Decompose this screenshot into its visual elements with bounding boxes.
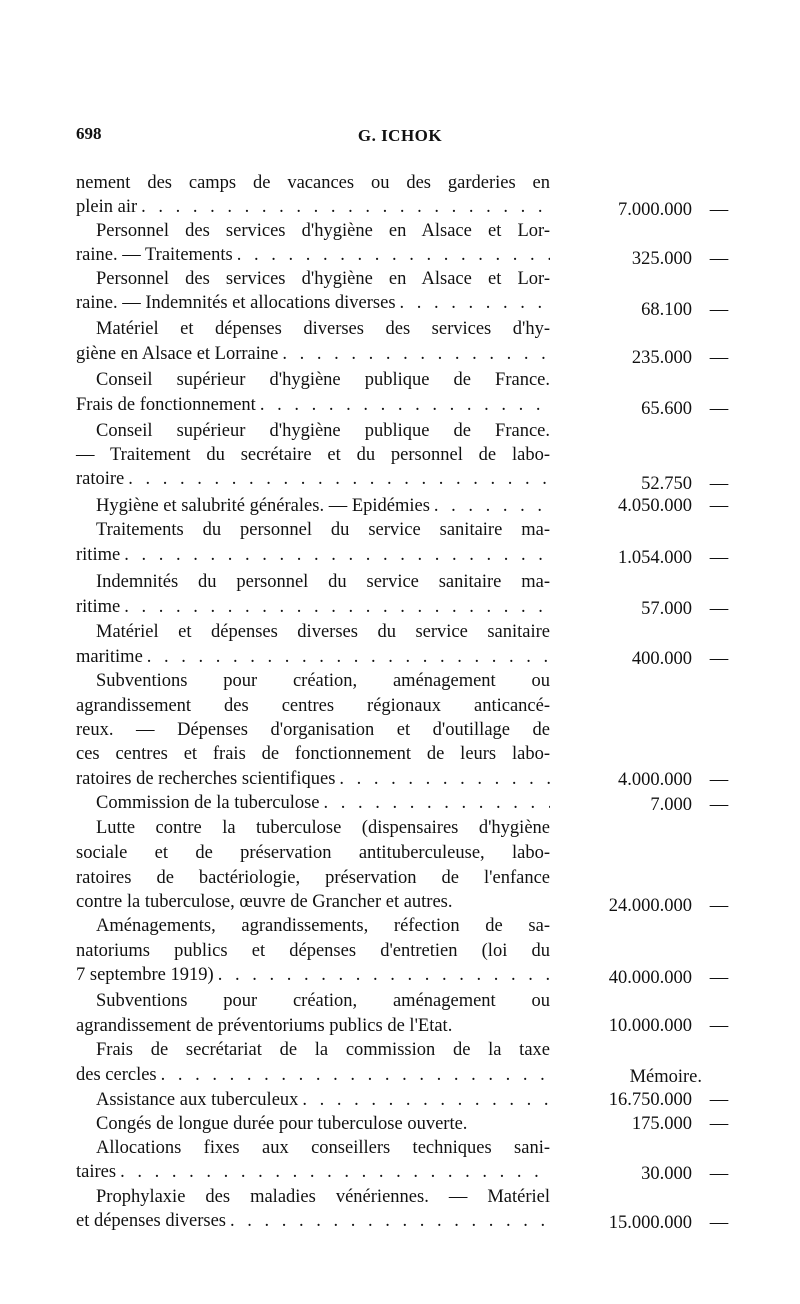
entry-dash: — [709, 968, 729, 988]
entry-line: ratoires de recherches scientifiques . . . [76, 767, 550, 791]
entry-line: Traitements du personnel du service sanitaire ma- [96, 520, 550, 540]
entry-amount: 65.600 [641, 399, 692, 419]
entry-line: Congés de longue durée pour tuberculose ouverte. [96, 1114, 468, 1134]
page-number: 698 [76, 124, 102, 143]
entry-amount: 30.000 [641, 1164, 692, 1184]
entry-line: ritime . . . [76, 543, 550, 567]
entry-amount: Mémoire. [629, 1067, 702, 1087]
entry-amount: 10.000.000 [608, 1016, 692, 1036]
entry-line: reux. — Dépenses d'organisation et d'outillage de [76, 720, 550, 740]
entry-amount: 175.000 [631, 1114, 692, 1134]
entry-line: ratoire . . . [76, 467, 550, 491]
entry-dash: — [709, 200, 729, 220]
entry-line: Lutte contre la tuberculose (dispensaires d'hygiène [96, 818, 550, 838]
entry-line: agrandissement de préventoriums publics de l'Etat. [76, 1016, 453, 1036]
entry-line: plein air . . . [76, 195, 550, 219]
entry-line: Subventions pour création, aménagement ou [96, 991, 550, 1011]
entry-line: agrandissement des centres régionaux anticancé- [76, 696, 550, 716]
entry-dash: — [709, 770, 729, 790]
entry-dash: — [709, 249, 729, 269]
entry-line: 7 septembre 1919) . . . [76, 963, 550, 987]
entry-dash: — [709, 649, 729, 669]
entry-line: Hygiène et salubrité générales. — Epidémies . . . [96, 494, 550, 518]
entry-amount: 52.750 [641, 474, 692, 494]
entry-dash: — [709, 474, 729, 494]
entry-line: et dépenses diverses . . . [76, 1209, 550, 1233]
entry-line: Personnel des services d'hygiène en Alsace et Lor- [96, 269, 550, 289]
entry-dash: — [709, 496, 729, 516]
entry-line: raine. — Traitements . . . [76, 243, 550, 267]
entry-line: Matériel et dépenses diverses du service sanitaire [96, 622, 550, 642]
entry-line: Indemnités du personnel du service sanitaire ma- [96, 572, 550, 592]
entry-line: contre la tuberculose, œuvre de Grancher et autres. [76, 892, 453, 912]
entry-line: ritime . . . [76, 595, 550, 619]
entry-amount: 4.050.000 [618, 496, 692, 516]
entry-line: Conseil supérieur d'hygiène publique de France. [96, 370, 550, 390]
entry-amount: 24.000.000 [608, 896, 692, 916]
entry-amount: 4.000.000 [618, 770, 692, 790]
entry-line: Allocations fixes aux conseillers techniques sani- [96, 1138, 550, 1158]
entry-amount: 40.000.000 [608, 968, 692, 988]
entry-line: Frais de secrétariat de la commission de la taxe [96, 1040, 550, 1060]
entry-line: sociale et de préservation antituberculeuse, labo- [76, 843, 550, 863]
entry-dash: — [709, 896, 729, 916]
entry-line: Commission de la tuberculose . . . [96, 791, 550, 815]
entry-dash: — [709, 599, 729, 619]
entry-line: taires . . . [76, 1160, 550, 1184]
entry-dash: — [709, 1213, 729, 1233]
entry-amount: 57.000 [641, 599, 692, 619]
entry-amount: 235.000 [631, 348, 692, 368]
entry-line: des cercles . . . [76, 1063, 550, 1087]
entry-line: Conseil supérieur d'hygiène publique de France. [96, 421, 550, 441]
entry-line: raine. — Indemnités et allocations diverses . . . [76, 291, 550, 315]
entry-dash: — [709, 399, 729, 419]
entry-line: ratoires de bactériologie, préservation de l'enfance [76, 868, 550, 888]
entry-line: Prophylaxie des maladies vénériennes. — Matériel [96, 1187, 550, 1207]
entry-dash: — [709, 348, 729, 368]
entry-line: — Traitement du secrétaire et du personnel de labo- [76, 445, 550, 465]
entry-amount: 68.100 [641, 300, 692, 320]
entry-line: ces centres et frais de fonctionnement de leurs labo- [76, 744, 550, 764]
entry-dash: — [709, 300, 729, 320]
entry-amount: 1.054.000 [618, 548, 692, 568]
entry-dash: — [709, 1090, 729, 1110]
entry-amount: 7.000.000 [618, 200, 692, 220]
entry-amount: 16.750.000 [608, 1090, 692, 1110]
entry-line: nement des camps de vacances ou des garderies en [76, 173, 550, 193]
entry-dash: — [709, 1016, 729, 1036]
entry-amount: 325.000 [631, 249, 692, 269]
entry-line: natoriums publics et dépenses d'entretien (loi du [76, 941, 550, 961]
entry-line: giène en Alsace et Lorraine . . . [76, 342, 550, 366]
running-head: G. ICHOK [357, 126, 443, 145]
entry-dash: — [709, 548, 729, 568]
entry-dash: — [709, 795, 729, 815]
entry-dash: — [709, 1164, 729, 1184]
entry-line: Matériel et dépenses diverses des services d'hy- [96, 319, 550, 339]
entry-amount: 7.000 [650, 795, 692, 815]
entry-dash: — [709, 1114, 729, 1134]
entry-line: Subventions pour création, aménagement ou [96, 671, 550, 691]
entry-line: Personnel des services d'hygiène en Alsace et Lor- [96, 221, 550, 241]
entry-line: Assistance aux tuberculeux . . . [96, 1088, 550, 1112]
entry-line: Aménagements, agrandissements, réfection de sa- [96, 916, 550, 936]
entry-amount: 15.000.000 [608, 1213, 692, 1233]
entry-amount: 400.000 [631, 649, 692, 669]
entry-line: maritime . . . [76, 645, 550, 669]
entry-line: Frais de fonctionnement . . . [76, 393, 550, 417]
